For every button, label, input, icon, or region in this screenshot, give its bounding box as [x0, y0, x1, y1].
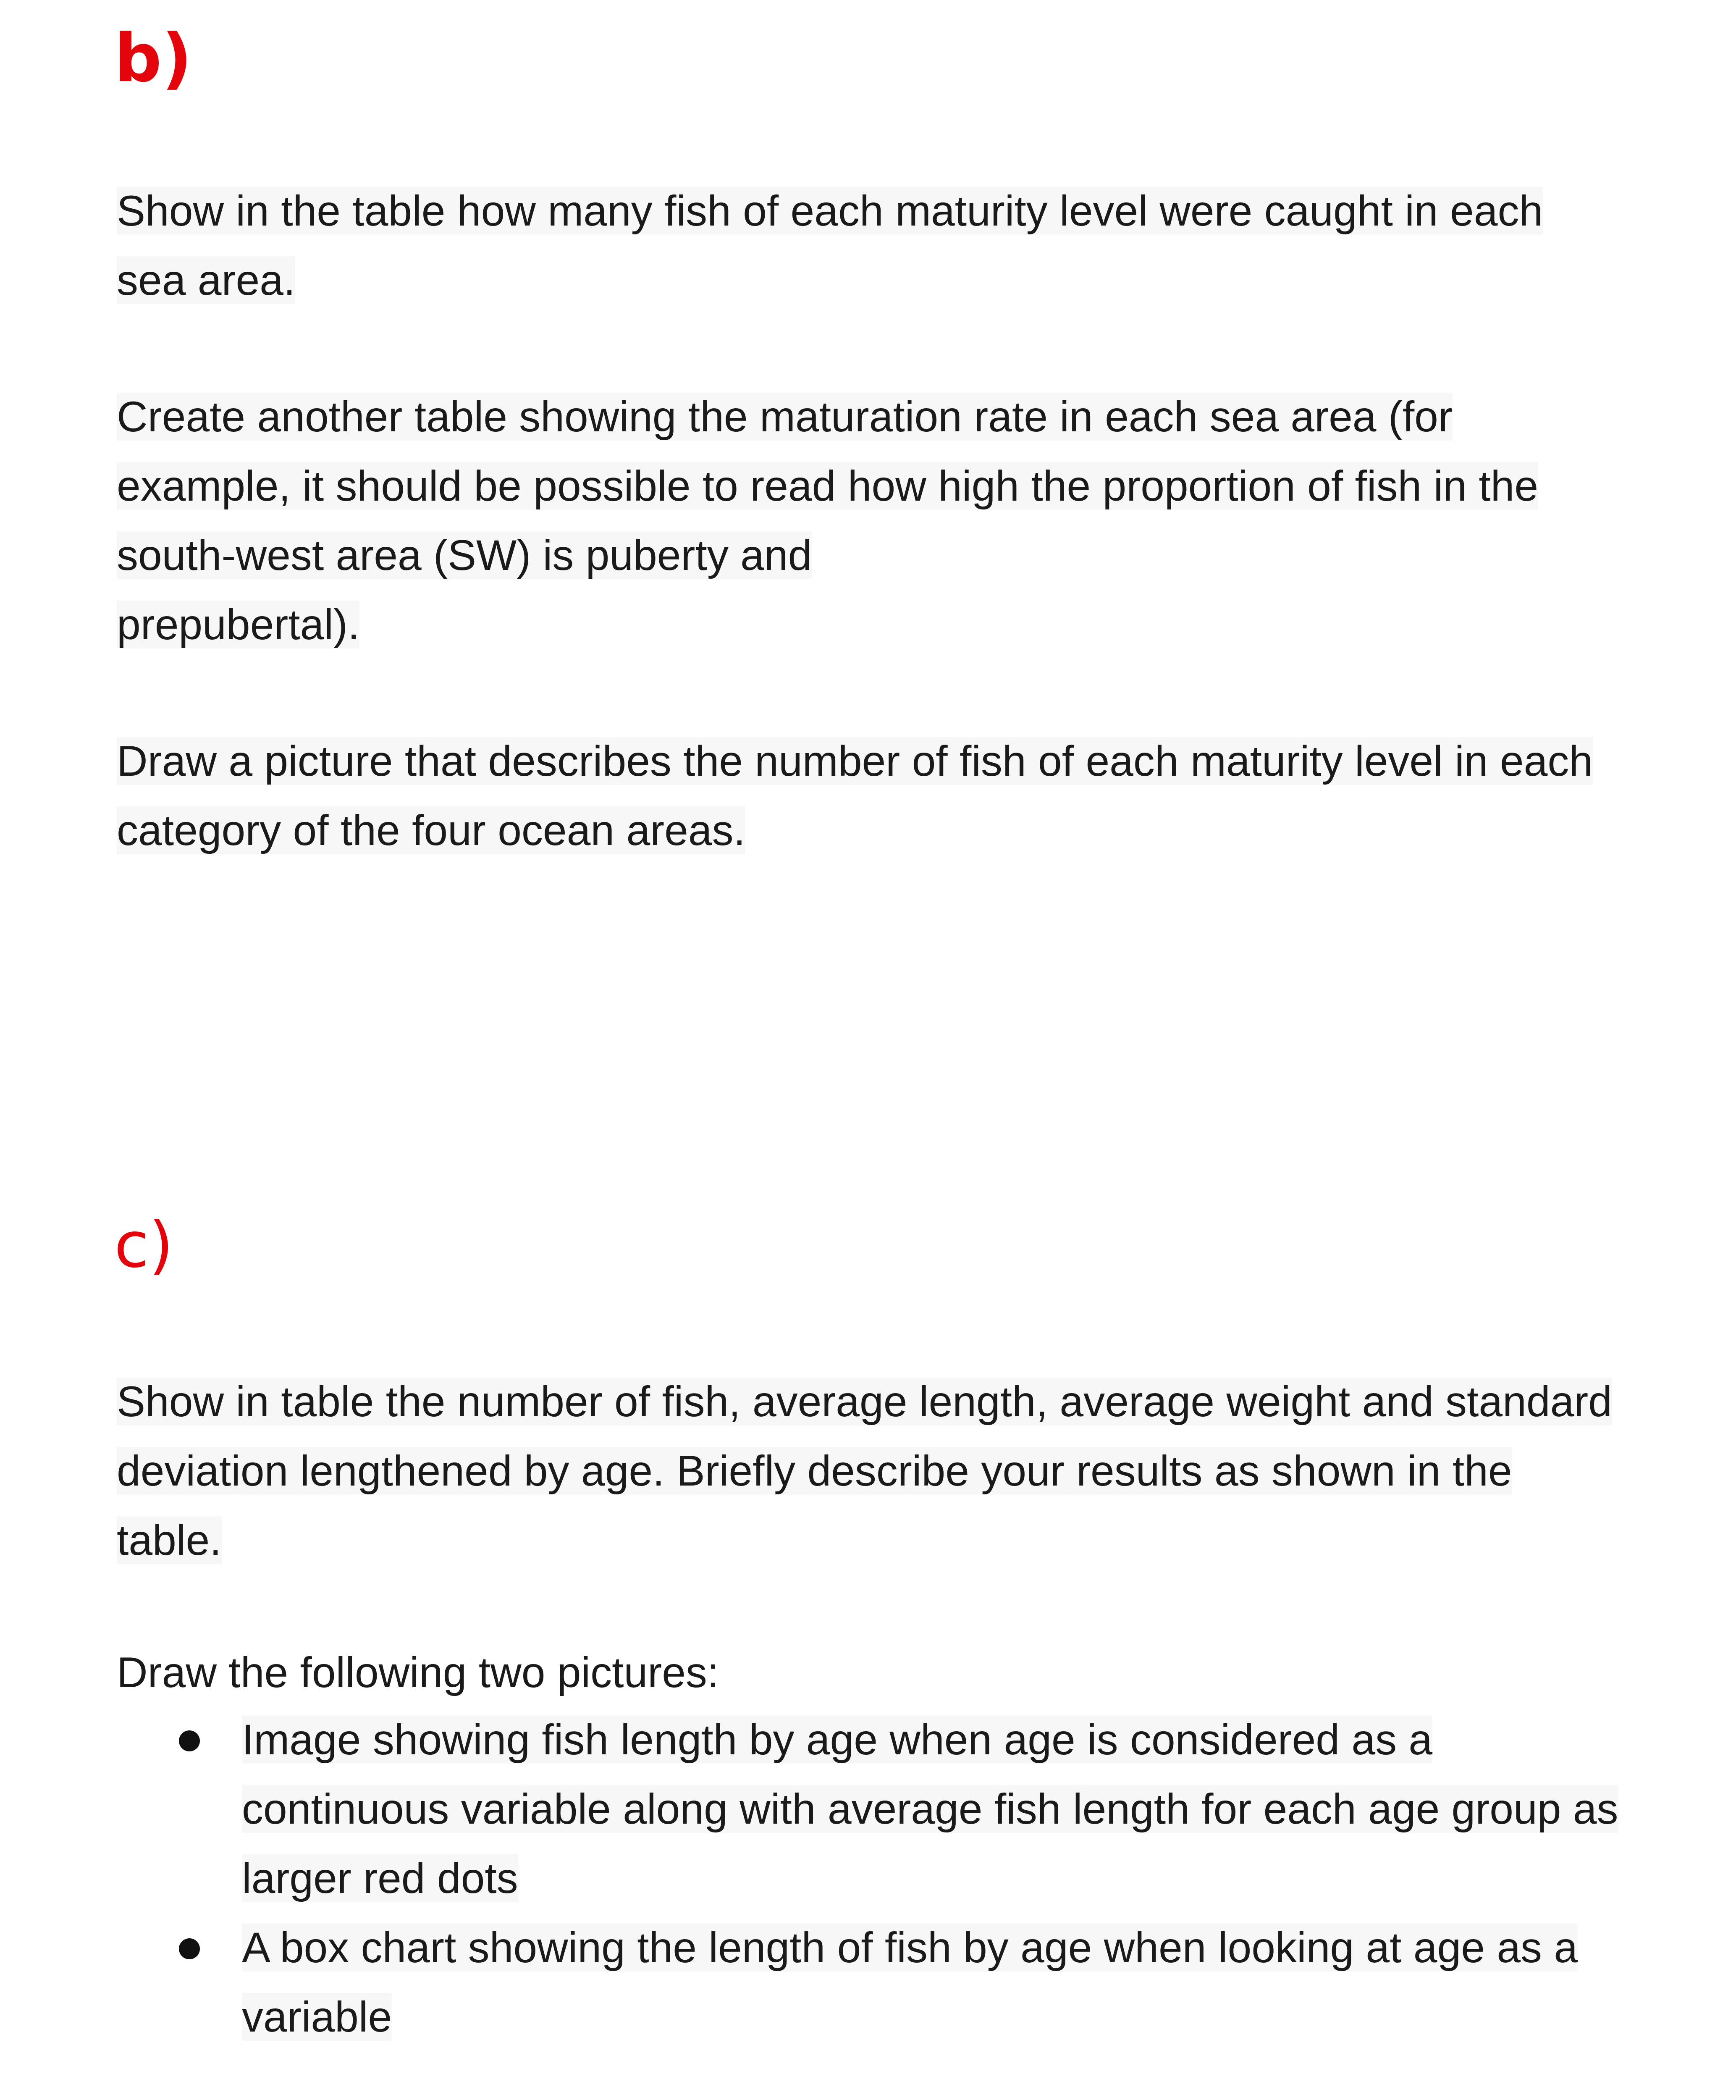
text-line: prepubertal). — [117, 601, 360, 648]
text-line: table. — [117, 1516, 222, 1564]
text-line: sea area. — [117, 256, 296, 304]
text-line: Draw a picture that describes the number of fish of each maturity level in each — [117, 737, 1593, 785]
section-c-paragraph-1 — [117, 1367, 1696, 1575]
text-line: south-west area (SW) is puberty and — [117, 531, 812, 579]
text-line: Create another table showing the maturation rate in each sea area (for — [117, 393, 1453, 441]
section-b-paragraph-1 — [117, 176, 1696, 315]
section-b-paragraph-2 — [117, 382, 1696, 659]
section-b-heading: b) — [114, 20, 192, 97]
bullet-list — [117, 1705, 1712, 2052]
text-line: Draw the following two pictures: — [117, 1648, 719, 1696]
text-line: example, it should be possible to read how high the proportion of fish in the — [117, 462, 1539, 510]
text-line: Show in the table how many fish of each maturity level were caught in each — [117, 187, 1543, 235]
section-c-heading: c) — [114, 1209, 173, 1282]
list-item — [117, 1913, 1712, 2052]
text-line: larger red dots — [242, 1854, 518, 1902]
section-c-intro — [117, 1638, 1696, 1707]
bullet-icon — [179, 1730, 200, 1751]
text-line: A box chart showing the length of fish by age when looking at age as a — [242, 1924, 1578, 1971]
section-b-paragraph-3 — [117, 727, 1696, 865]
text-line: Show in table the number of fish, average length, average weight and standard — [117, 1378, 1612, 1425]
text-line: variable — [242, 1993, 392, 2041]
text-line: category of the four ocean areas. — [117, 806, 745, 854]
text-line: Image showing fish length by age when age is considered as a — [242, 1716, 1433, 1764]
text-line: continuous variable along with average fish length for each age group as — [242, 1785, 1618, 1833]
text-line: deviation lengthened by age. Briefly describe your results as shown in the — [117, 1447, 1512, 1495]
list-item — [117, 1705, 1712, 1913]
bullet-icon — [179, 1938, 200, 1959]
